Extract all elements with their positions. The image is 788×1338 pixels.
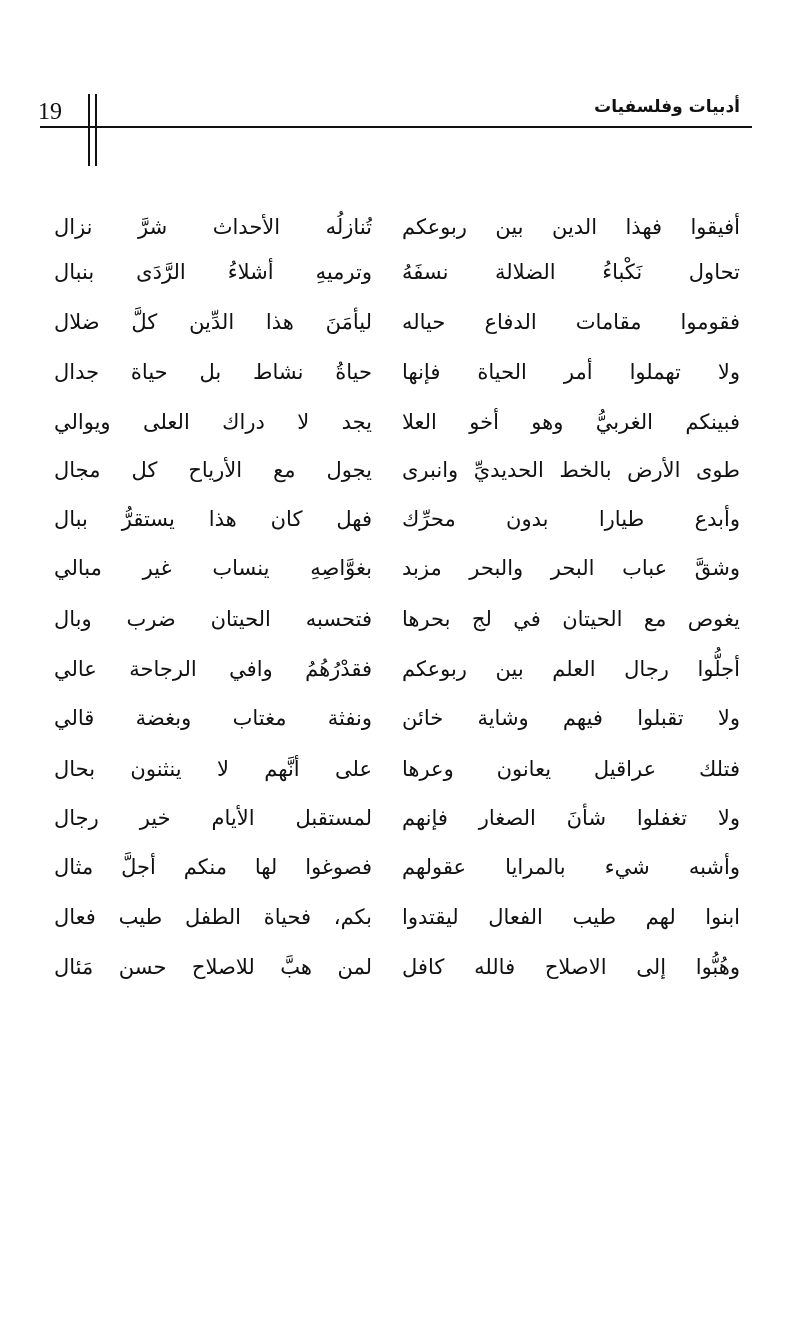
verse [0,841,788,893]
second-hemistich: فتحسبه الحيتان ضرب وبال [54,607,372,631]
running-title: أدبيات وفلسفيات [594,97,740,117]
second-hemistich: حياةُ نشاط بل حياة جدال [54,360,372,384]
second-hemistich: لمستقبل الأيام خير رجال [54,806,372,830]
verse [0,346,788,398]
first-hemistich: ولا تقبلوا فيهم وشاية خائن [402,706,740,730]
first-hemistich: وشقَّ عباب البحر والبحر مزبد [402,556,740,580]
verse [0,246,788,298]
second-hemistich: فصوغوا لها منكم أجلَّ مثال [54,855,372,879]
first-hemistich: وهُبُّوا إلى الاصلاح فالله كافل [402,955,740,979]
first-hemistich: تحاول نَكْباءُ الضلالة نسفَهُ [402,260,740,284]
first-hemistich: ولا تهملوا أمر الحياة فإنها [402,360,740,384]
second-hemistich: تُنازلُه الأحداث شرَّ نزال [54,215,372,239]
verse [0,396,788,448]
first-hemistich: فقوموا مقامات الدفاع حياله [402,310,740,334]
verse [0,792,788,844]
first-hemistich: أجلُّوا رجال العلم بين ربوعكم [402,657,740,681]
first-hemistich: وأبدع طيارا بدون محرِّك [402,507,740,531]
verse [0,296,788,348]
page-number: 19 [38,99,62,125]
first-hemistich: طوى الأرض بالخط الحديديِّ وانبرى [402,458,740,482]
first-hemistich: فتلك عراقيل يعانون وعرها [402,757,740,781]
second-hemistich: بغوَّاصِهِ ينساب غير مبالي [54,556,372,580]
verse [0,643,788,695]
second-hemistich: ونفثة مغتاب وبغضة قالي [54,706,372,730]
second-hemistich: على أنَّهم لا ينثنون بحال [54,757,372,781]
second-hemistich: فهل كان هذا يستقرُّ ببال [54,507,372,531]
first-hemistich: أفيقوا فهذا الدين بين ربوعكم [402,215,740,239]
second-hemistich: فقدْرُهُمُ وافي الرجاحة عالي [54,657,372,681]
first-hemistich: ولا تغفلوا شأنَ الصغار فإنهم [402,806,740,830]
first-hemistich: ابنوا لهم طيب الفعال ليقتدوا [402,905,740,929]
second-hemistich: لمن هبَّ للاصلاح حسن مَئال [54,955,372,979]
verse [0,444,788,496]
first-hemistich: وأشبه شيء بالمرايا عقولهم [402,855,740,879]
verse [0,692,788,744]
second-hemistich: ليأمَنَ هذا الدِّين كلَّ ضلال [54,310,372,334]
verse [0,593,788,645]
verse [0,891,788,943]
second-hemistich: يجول مع الأرياح كل مجال [54,458,372,482]
verse [0,941,788,993]
second-hemistich: بكم، فحياة الطفل طيب فعال [54,905,372,929]
verse [0,743,788,795]
second-hemistich: وترميهِ أشلاءُ الرَّدَى بنبال [54,260,372,284]
second-hemistich: يجد لا دراك العلى ويوالي [54,410,372,434]
verse [0,542,788,594]
first-hemistich: يغوص مع الحيتان في لج بحرها [402,607,740,631]
verse [0,493,788,545]
first-hemistich: فبينكم الغربيُّ وهو أخو العلا [402,410,740,434]
